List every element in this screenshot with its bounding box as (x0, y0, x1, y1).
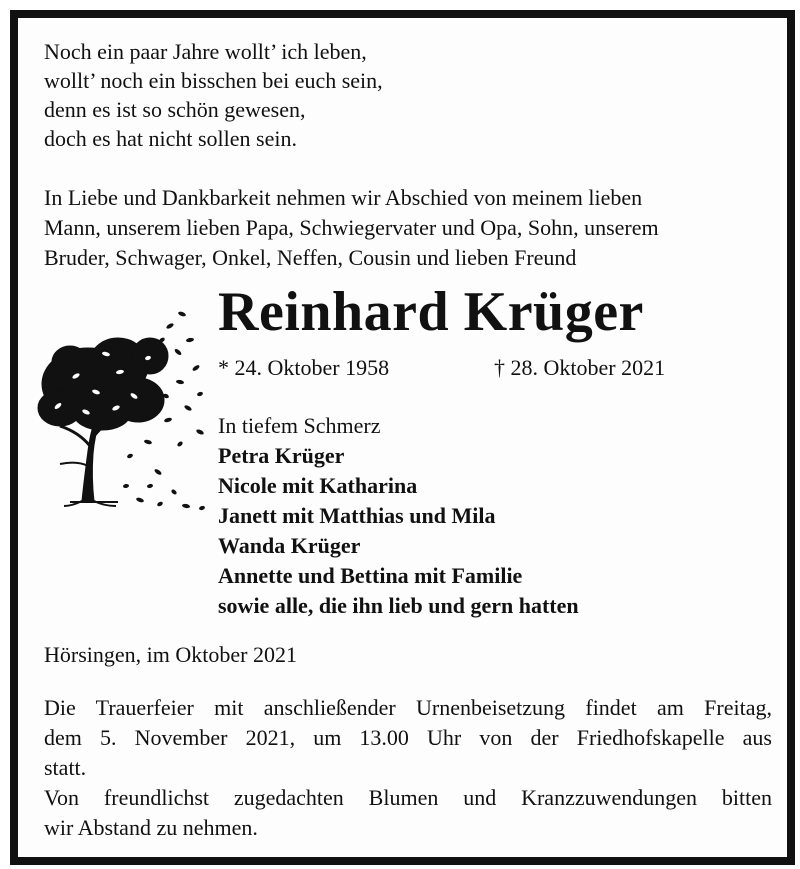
poem-line: doch es hat nicht sollen sein. (44, 126, 297, 151)
intro-line: Mann, unserem lieben Papa, Schwiegervater und Opa, Sohn, unserem (44, 215, 659, 240)
notice-line: dem 5. November 2021, um 13.00 Uhr von der Friedhofskapelle aus (44, 725, 772, 750)
place-and-date: Hörsingen, im Oktober 2021 (44, 642, 297, 667)
funeral-notice (44, 693, 772, 843)
mourner-name: Nicole mit Katharina (218, 473, 418, 498)
death-date: † 28. Oktober 2021 (494, 355, 666, 380)
birth-date: * 24. Oktober 1958 (218, 355, 390, 380)
windblown-tree-icon (30, 296, 212, 521)
mourners-list (218, 411, 579, 621)
farewell-intro (44, 183, 774, 273)
intro-line: Bruder, Schwager, Onkel, Neffen, Cousin und lieben Freund (44, 245, 577, 270)
poem-line: Noch ein paar Jahre wollt’ ich leben, (44, 39, 367, 64)
notice-line: Die Trauerfeier mit anschließender Urnenbeisetzung findet am Freitag, (44, 695, 772, 720)
obituary-frame (10, 10, 795, 865)
mourner-name: Annette und Bettina mit Familie (218, 563, 523, 588)
poem-line: wollt’ noch ein bisschen bei euch sein, (44, 68, 383, 93)
poem-line: denn es ist so schön gewesen, (44, 97, 306, 122)
notice-line: Von freundlichst zugedachten Blumen und Kranzzuwendungen bitten (44, 785, 772, 810)
mourner-name: Petra Krüger (218, 443, 345, 468)
mourner-name: Wanda Krüger (218, 533, 361, 558)
mourner-name: Janett mit Matthias und Mila (218, 503, 496, 528)
mourner-name: sowie alle, die ihn lieb und gern hatten (218, 593, 579, 618)
notice-line: wir Abstand zu nehmen. (44, 815, 258, 840)
deceased-name: Reinhard Krüger (218, 281, 644, 343)
intro-line: In Liebe und Dankbarkeit nehmen wir Abschied von meinem lieben (44, 185, 643, 210)
mourners-heading: In tiefem Schmerz (218, 413, 381, 438)
notice-line: statt. (44, 755, 87, 780)
poem (44, 37, 383, 153)
